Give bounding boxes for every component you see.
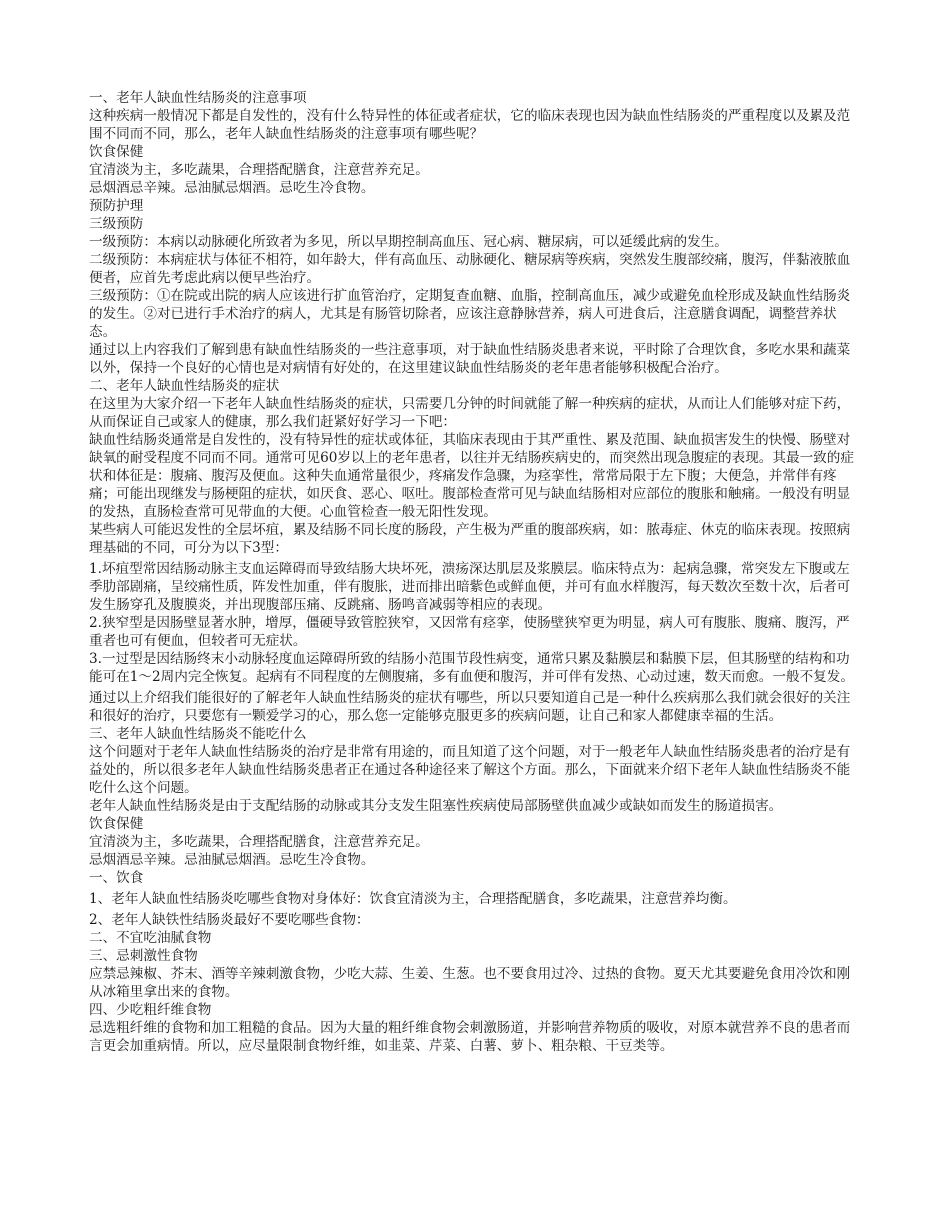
subheading-no-spicy: 三、忌刺激性食物	[89, 948, 198, 964]
paragraph: 三级预防：①在院或出院的病人应该进行扩血管治疗，定期复查血糖、血脂，控制高血压，减少或避免血栓形成及缺血性结肠炎的发生。②对已进行手术治疗的病人，尤其是有肠管切除者，应该注意静脉营养，病人可进食后，注意膳食调配，调整营养状态。	[89, 288, 851, 340]
subheading-diet: 饮食保健	[89, 816, 144, 832]
paragraph: 忌烟酒忌辛辣。忌油腻忌烟酒。忌吃生冷食物。	[89, 180, 375, 196]
section-heading-precautions: 一、老年人缺血性结肠炎的注意事项	[89, 90, 307, 106]
paragraph: 1.坏疽型常因结肠动脉主支血运障碍而导致结肠大块坏死，溃疡深达肌层及浆膜层。临床特点为：起病急骤，常突发左下腹或左季肋部剧痛，呈绞痛性质，阵发性加重，伴有腹胀，进而排出暗紫色或鲜血便，并可有血水样腹泻，每天数次至数十次，后者可发生肠穿孔及腹膜炎，并出现腹部压痛、反跳痛、肠鸣音减弱等相应的表现。	[89, 561, 851, 613]
subheading-diet: 饮食保健	[89, 144, 144, 160]
paragraph: 3.一过型是因结肠终末小动脉轻度血运障碍所致的结肠小范围节段性病变，通常只累及黏膜层和黏膜下层，但其肠壁的结构和功能可在1～2周内完全恢复。起病有不同程度的左侧腹痛，多有血便和腹泻，并可伴有发热、心动过速，数天而愈。一般不复发。	[89, 651, 854, 685]
document-body	[89, 89, 861, 1055]
paragraph: 2、老年人缺铁性结肠炎最好不要吃哪些食物：	[89, 912, 370, 928]
paragraph: 宜清淡为主，多吃蔬果，合理搭配膳食，注意营养充足。	[89, 162, 429, 178]
paragraph: 宜清淡为主，多吃蔬果，合理搭配膳食，注意营养充足。	[89, 834, 429, 850]
paragraph: 通过以上介绍我们能很好的了解老年人缺血性结肠炎的症状有哪些，所以只要知道自己是一种什么疾病那么我们就会很好的关注和很好的治疗，只要您有一颗爱学习的心，那么您一定能够克服更多的疾病问题，让自己和家人都健康幸福的生活。	[89, 690, 851, 724]
paragraph: 一级预防：本病以动脉硬化所致者为多见，所以早期控制高血压、冠心病、糖尿病，可以延缓此病的发生。	[89, 234, 728, 250]
paragraph: 缺血性结肠炎通常是自发性的，没有特异性的症状或体征，其临床表现由于其严重性、累及范围、缺血损害发生的快慢、肠壁对缺氧的耐受程度不同而不同。通常可见60岁以上的老年患者，以往并无结肠疾病史的，而突然出现急腹症的表现。其最一致的症状和体征是：腹痛、腹泻及便血。这种失血通常量很少，疼痛发作急骤，为痉挛性，常常局限于左下腹；大便急，并常伴有疼痛；可能出现继发与肠梗阻的症状，如厌食、恶心、呕吐。腹部检查常可见与缺血结肠相对应部位的腹胀和触痛。一般没有明显的发热，直肠检查常可见带血的大便。心血管检查一般无阳性发现。	[89, 432, 854, 520]
paragraph: 某些病人可能迟发性的全层坏疽，累及结肠不同长度的肠段，产生极为严重的腹部疾病，如：脓毒症、休克的临床表现。按照病理基础的不同，可分为以下3型：	[89, 522, 851, 556]
paragraph: 2.狭窄型是因肠壁显著水肿，增厚，僵硬导致管腔狭窄，又因常有痉挛，使肠壁狭窄更为明显，病人可有腹胀、腹痛、腹泻，严重者也可有便血，但较者可无症状。	[89, 615, 850, 649]
paragraph: 忌选粗纤维的食物和加工粗糙的食品。因为大量的粗纤维食物会刺激肠道，并影响营养物质的吸收，对原本就营养不良的患者而言更会加重病情。所以，应尽量限制食物纤维，如韭菜、芹菜、白薯、萝卜、粗杂粮、干豆类等。	[89, 1020, 851, 1054]
paragraph: 在这里为大家介绍一下老年人缺血性结肠炎的症状，只需要几分钟的时间就能了解一种疾病的症状，从而让人们能够对症下药，从而保证自己或家人的健康，那么我们赶紧好好学习一下吧：	[89, 396, 851, 430]
paragraph: 通过以上内容我们了解到患有缺血性结肠炎的一些注意事项，对于缺血性结肠炎患者来说，平时除了合理饮食，多吃水果和蔬菜以外，保持一个良好的心情也是对病情有好处的，在这里建议缺血性结肠炎的老年患者能够积极配合治疗。	[89, 342, 851, 376]
paragraph: 1、老年人缺血性结肠炎吃哪些食物对身体好：饮食宜清淡为主，合理搭配膳食，多吃蔬果，注意营养均衡。	[89, 891, 737, 907]
section-heading-avoid-foods: 三、老年人缺血性结肠炎不能吃什么	[89, 726, 307, 742]
paragraph: 忌烟酒忌辛辣。忌油腻忌烟酒。忌吃生冷食物。	[89, 852, 375, 868]
subheading-no-greasy: 二、不宜吃油腻食物	[89, 930, 212, 946]
paragraph: 老年人缺血性结肠炎是由于支配结肠的动脉或其分支发生阻塞性疾病使局部肠壁供血减少或缺如而发生的肠道损害。	[89, 798, 783, 814]
subheading-three-level: 三级预防	[89, 216, 144, 232]
subheading-food: 一、饮食	[89, 870, 144, 886]
paragraph: 这种疾病一般情况下都是自发性的，没有什么特异性的体征或者症状，它的临床表现也因为缺血性结肠炎的严重程度以及累及范围不同而不同，那么，老年人缺血性结肠炎的注意事项有哪些呢？	[89, 108, 851, 142]
subheading-prevention: 预防护理	[89, 198, 144, 214]
paragraph: 这个问题对于老年人缺血性结肠炎的治疗是非常有用途的，而且知道了这个问题，对于一般老年人缺血性结肠炎患者的治疗是有益处的，所以很多老年人缺血性结肠炎患者正在通过各种途径来了解这个方面。那么，下面就来介绍下老年人缺血性结肠炎不能吃什么这个问题。	[89, 744, 851, 796]
paragraph: 应禁忌辣椒、芥末、酒等辛辣刺激食物，少吃大蒜、生姜、生葱。也不要食用过冷、过热的食物。夏天尤其要避免食用冷饮和刚从冰箱里拿出来的食物。	[89, 966, 851, 1000]
section-heading-symptoms: 二、老年人缺血性结肠炎的症状	[89, 378, 280, 394]
subheading-less-fiber: 四、少吃粗纤维食物	[89, 1002, 212, 1018]
paragraph: 二级预防：本病症状与体征不相符，如年龄大，伴有高血压、动脉硬化、糖尿病等疾病，突然发生腹部绞痛，腹泻，伴黏液脓血便者，应首先考虑此病以便早些治疗。	[89, 252, 851, 286]
